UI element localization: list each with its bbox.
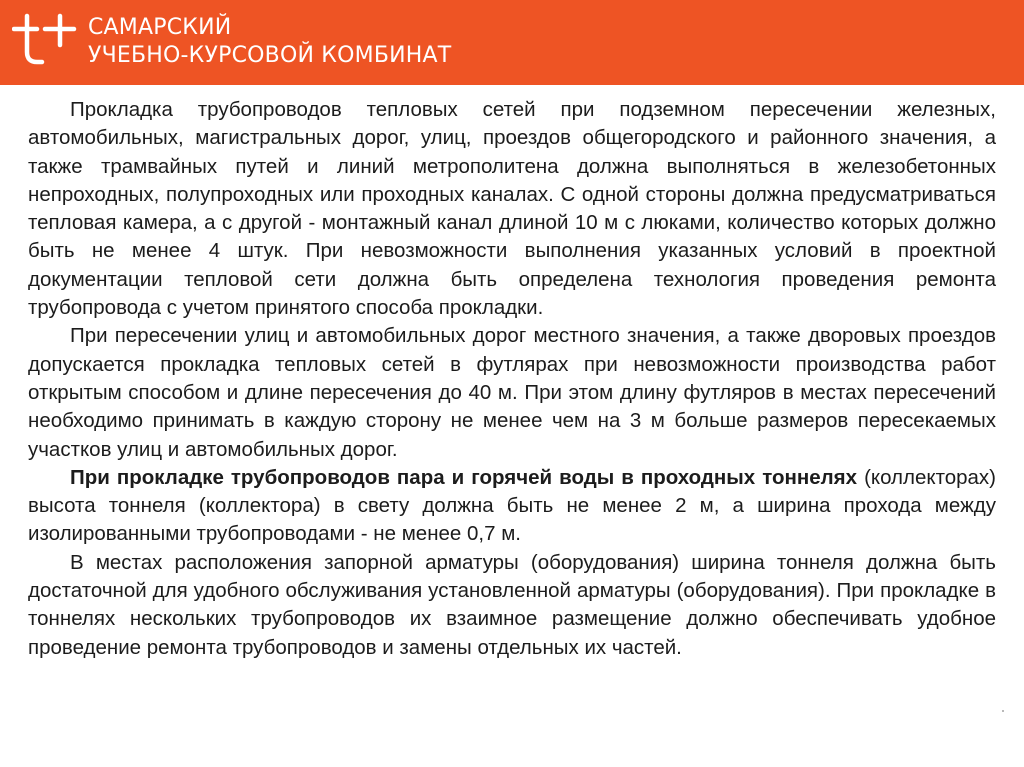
paragraph-valve-placement: [28, 549, 996, 662]
paragraph-crossing-requirements: [28, 96, 996, 322]
paragraph-local-roads: [28, 322, 996, 463]
brand-name-line1: САМАРСКИЙ: [88, 15, 232, 40]
paragraph-text: (коллекторах) высота тоннеля (коллектора) в свету должна быть не менее 2 м, а ширина прохода между изолированными трубопроводами - не менее 0,7 м.: [28, 465, 997, 546]
brand-name-line2: УЧЕБНО-КУРСОВОЙ КОМБИНАТ: [88, 43, 452, 68]
paragraph-text: При пересечении улиц и автомобильных дорог местного значения, а также дворовых проездов допускается прокладка тепловых сетей в футлярах при невозможности производства работ открытым способом и длине пересечения до 40 м. При этом длину футляров в местах пересечений необходимо принимать в каждую сторону не менее чем на 3 м больше размеров пересекаемых участков улиц и автомобильных дорог.: [28, 324, 996, 461]
paragraph-text: Прокладка трубопроводов тепловых сетей при подземном пересечении железных, автомобильных, магистральных дорог, улиц, проездов общегородского и районного значения, а также трамвайных путей и линий метрополитена должна выполняться в железобетонных непроходных, полупроходных или проходных каналах. С одной стороны должна предусматриваться тепловая камера, а с другой - монтажный канал длиной 10 м с люками, количество которых должно быть не менее 4 штук. При невозможности выполнения указанных условий в проектной документации тепловой сети должна быть определена технология проведения ремонта трубопровода с учетом принятого способа прокладки.: [28, 98, 996, 320]
tt-logo-icon: [12, 10, 80, 70]
slide-marker-dot: [1002, 710, 1004, 712]
paragraph-text: В местах расположения запорной арматуры (оборудования) ширина тоннеля должна быть достаточной для удобного обслуживания установленной арматуры (оборудования). При прокладке в тоннелях нескольких трубопроводов их взаимное размещение должно обеспечивать удобное проведение ремонта трубопроводов и замены отдельных их частей.: [28, 550, 996, 659]
paragraph-tunnel-dimensions: [28, 464, 996, 549]
paragraph-bold-lead: При прокладке трубопроводов пара и горячей воды в проходных тоннелях: [70, 465, 858, 489]
document-body: [28, 96, 996, 662]
header-bar: [0, 0, 1024, 85]
